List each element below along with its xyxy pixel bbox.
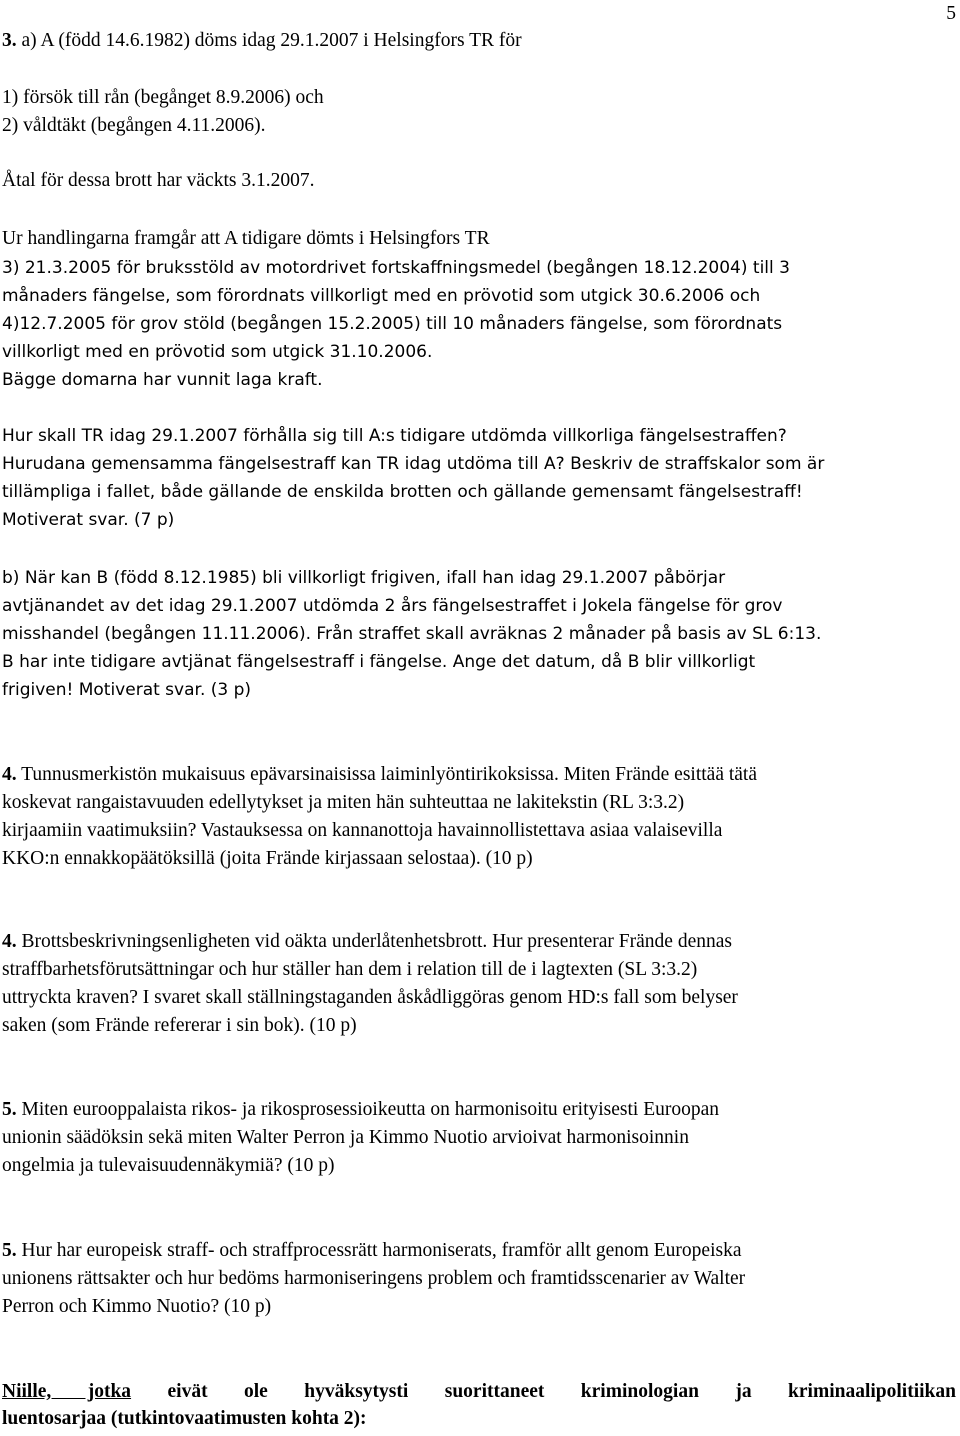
q3a-heading-text: a) A (född 14.6.1982) döms idag 29.1.2007 i Helsingfors TR för bbox=[16, 30, 522, 51]
q3a-record-line: månaders fängelse, som förordnats villkorligt med en prövotid som utgick 30.6.2006 och bbox=[2, 286, 761, 306]
q4-sv-heading-text: Brottsbeskrivningsenligheten vid oäkta underlåtenhetsbrott. Hur presenterar Frände dennas bbox=[16, 931, 732, 952]
q5-sv-line: unionens rättsakter och hur bedöms harmoniseringens problem och framtidsscenarier av Walter bbox=[2, 1268, 746, 1289]
q3b-line: misshandel (begången 11.11.2006). Från straffet skall avräknas 2 månader på basis av SL 6:13. bbox=[2, 624, 822, 644]
q3a-record-line: 4)12.7.2005 för grov stöld (begången 15.2.2005) till 10 månaders fängelse, som förordnats bbox=[2, 314, 783, 334]
q4-fi-line: kirjaamiin vaatimuksiin? Vastauksessa on kannanottoja havainnollistettava asiaa valaisevilla bbox=[2, 820, 723, 841]
q5-sv-number: 5. bbox=[2, 1240, 17, 1261]
q5-fi-line: ongelmia ja tulevaisuudennäkymiä? (10 p) bbox=[2, 1155, 335, 1176]
footer-line-2: luentosarjaa (tutkintovaatimusten kohta 2): bbox=[2, 1408, 367, 1429]
q4-fi-heading-text: Tunnusmerkistön mukaisuus epävarsinaisissa laiminlyöntirikoksissa. Miten Frände esittää tätä bbox=[16, 764, 758, 785]
q4-sv-number: 4. bbox=[2, 931, 17, 952]
q3a-question: Motiverat svar. (7 p) bbox=[2, 510, 175, 530]
q5-fi-heading-text: Miten eurooppalaista rikos- ja rikosprosessioikeutta on harmonisoitu erityisesti Euroopan bbox=[16, 1099, 720, 1120]
q3a-item-2: 2) våldtäkt (begången 4.11.2006). bbox=[2, 115, 266, 136]
q3a-record-line: 3) 21.3.2005 för bruksstöld av motordrivet fortskaffningsmedel (begången 18.12.2004) till 3 bbox=[2, 258, 790, 278]
q4-fi-line: koskevat rangaistavuuden edellytykset ja miten hän suhteuttaa ne lakitekstin (RL 3:3.2) bbox=[2, 792, 685, 813]
q4-sv-line: uttryckta kraven? I svaret skall ställningstaganden åskådliggöras genom HD:s fall som belyser bbox=[2, 987, 738, 1008]
q4-fi-number: 4. bbox=[2, 764, 17, 785]
q5-fi-heading bbox=[2, 1098, 719, 1122]
q3a-record-intro: Ur handlingarna framgår att A tidigare dömts i Helsingfors TR bbox=[2, 228, 490, 249]
q4-sv-heading bbox=[2, 930, 732, 954]
q3b-line: b) När kan B (född 8.12.1985) bli villkorligt frigiven, ifall han idag 29.1.2007 påbörjar bbox=[2, 568, 726, 588]
page-number: 5 bbox=[946, 3, 956, 24]
q3a-record-line: Bägge domarna har vunnit laga kraft. bbox=[2, 370, 323, 390]
q4-fi-heading bbox=[2, 763, 757, 787]
q5-sv-line: Perron och Kimmo Nuotio? (10 p) bbox=[2, 1296, 272, 1317]
q5-sv-heading-text: Hur har europeisk straff- och straffprocessrätt harmoniserats, framför allt genom Europeiska bbox=[16, 1240, 742, 1261]
footer-heading-text: eivät ole hyväksytysti suorittaneet kriminologian ja kriminaalipolitiikan bbox=[131, 1381, 956, 1402]
q3a-charge: Åtal för dessa brott har väckts 3.1.2007. bbox=[2, 170, 315, 191]
q5-fi-line: unionin säädöksin sekä miten Walter Perron ja Kimmo Nuotio arvioivat harmonisoinnin bbox=[2, 1127, 689, 1148]
footer-heading bbox=[2, 1380, 956, 1404]
q5-sv-heading bbox=[2, 1239, 742, 1263]
q3b-line: frigiven! Motiverat svar. (3 p) bbox=[2, 680, 252, 700]
q5-fi-number: 5. bbox=[2, 1099, 17, 1120]
q4-sv-line: saken (som Frände refererar i sin bok). (10 p) bbox=[2, 1015, 357, 1036]
q3a-question: Hur skall TR idag 29.1.2007 förhålla sig till A:s tidigare utdömda villkorliga fängelsestraffen? bbox=[2, 426, 787, 446]
footer-underlined: Niille, jotka bbox=[2, 1381, 132, 1402]
q3b-line: avtjänandet av det idag 29.1.2007 utdömda 2 års fängelsestraffet i Jokela fängelse för grov bbox=[2, 596, 783, 616]
q3a-question: tillämpliga i fallet, både gällande de enskilda brotten och gällande gemensamt fängelsestraff! bbox=[2, 482, 803, 502]
q3a-record-line: villkorligt med en prövotid som utgick 31.10.2006. bbox=[2, 342, 433, 362]
q3-number: 3. bbox=[2, 30, 17, 51]
q3b-line: B har inte tidigare avtjänat fängelsestraff i fängelse. Ange det datum, då B blir villkorligt bbox=[2, 652, 756, 672]
q4-fi-line: KKO:n ennakkopäätöksillä (joita Frände kirjassaan selostaa). (10 p) bbox=[2, 848, 533, 869]
q3a-heading bbox=[2, 29, 522, 53]
q3a-question: Hurudana gemensamma fängelsestraff kan TR idag utdöma till A? Beskriv de straffskalor som är bbox=[2, 454, 825, 474]
q3a-item-1: 1) försök till rån (begånget 8.9.2006) och bbox=[2, 87, 324, 108]
q4-sv-line: straffbarhetsförutsättningar och hur ställer han dem i relation till de i lagtexten (SL 3:3.2) bbox=[2, 959, 698, 980]
